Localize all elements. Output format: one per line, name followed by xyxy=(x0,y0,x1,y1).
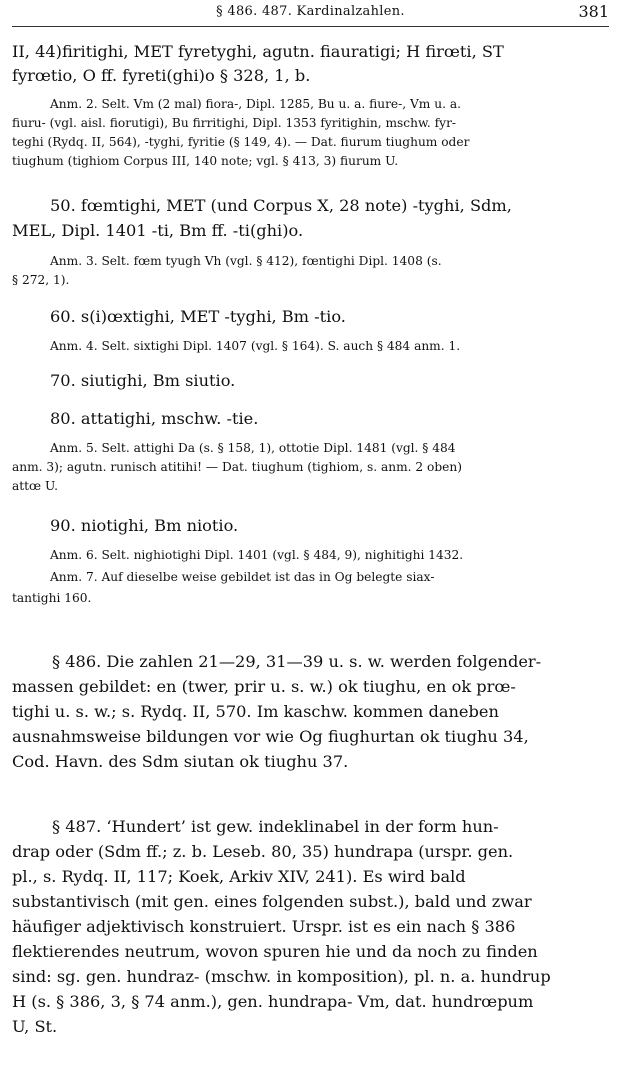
running-header xyxy=(12,4,609,24)
paragraph-line: pl., s. Rydq. II, 117; Koek, Arkiv XIV, 241). Es wird bald xyxy=(12,867,466,886)
paragraph-line: ausnahmsweise bildungen vor wie Og fiughurtan ok tiughu 34, xyxy=(12,727,529,746)
paragraph-line: drap oder (Sdm ff.; z. b. Leseb. 80, 35) hundrapa (urspr. gen. xyxy=(12,842,514,861)
paragraph-line: flektierendes neutrum, wovon spuren hie und da noch zu finden xyxy=(12,942,538,961)
paragraph-line: Cod. Havn. des Sdm siutan ok tiughu 37. xyxy=(12,752,349,771)
note-line: anm. 3); agutn. runisch atitihi! — Dat. tiughum (tighiom, s. anm. 2 oben) xyxy=(12,460,462,474)
note-line: tantighi 160. xyxy=(12,591,92,605)
text-line: 90. niotighi, Bm niotio. xyxy=(50,516,239,535)
note-line: Anm. 2. Selt. Vm (2 mal) fiora-, Dipl. 1285, Bu u. a. fiure-, Vm u. a. xyxy=(50,97,461,111)
note-line: Anm. 3. Selt. fœm tyugh Vh (vgl. § 412), fœntighi Dipl. 1408 (s. xyxy=(50,254,442,268)
text-line: MEL, Dipl. 1401 -ti, Bm ff. -ti(ghi)o. xyxy=(12,221,304,240)
note-line: Anm. 4. Selt. sixtighi Dipl. 1407 (vgl. § 164). S. auch § 484 anm. 1. xyxy=(50,339,461,353)
paragraph-line: sind: sg. gen. hundraz- (mschw. in komposition), pl. n. a. hundrup xyxy=(12,967,551,986)
paragraph-line: tighi u. s. w.; s. Rydq. II, 570. Im kaschw. kommen daneben xyxy=(12,702,499,721)
note-line: § 272, 1). xyxy=(12,273,70,287)
note-line: teghi (Rydq. II, 564), -tyghi, fyritie (§ 149, 4). — Dat. fiurum tiughum oder xyxy=(12,135,470,149)
note-line: Anm. 5. Selt. attighi Da (s. § 158, 1), ottotie Dipl. 1481 (vgl. § 484 xyxy=(50,441,456,455)
header-rule xyxy=(12,26,609,27)
paragraph-line: H (s. § 386, 3, § 74 anm.), gen. hundrapa- Vm, dat. hundrœpum xyxy=(12,992,534,1011)
text-line: 80. attatighi, mschw. -tie. xyxy=(50,409,259,428)
paragraph-line: § 486. Die zahlen 21—29, 31—39 u. s. w. werden folgender- xyxy=(52,652,542,671)
note-line: Anm. 7. Auf dieselbe weise gebildet ist das in Og belegte siax- xyxy=(50,570,435,584)
header-title: § 486. 487. Kardinalzahlen. xyxy=(216,4,405,19)
note-line: tiughum (tighiom Corpus III, 140 note; vgl. § 413, 3) fiurum U. xyxy=(12,154,399,168)
paragraph-line: häufiger adjektivisch konstruiert. Urspr. ist es ein nach § 386 xyxy=(12,917,516,936)
paragraph-line: U, St. xyxy=(12,1017,58,1036)
text-line: 50. fœmtighi, MET (und Corpus X, 28 note) -tyghi, Sdm, xyxy=(50,196,512,215)
page-number: 381 xyxy=(578,2,609,21)
note-line: fiuru- (vgl. aisl. fiorutigi), Bu firritighi, Dipl. 1353 fyritighin, mschw. fyr- xyxy=(12,116,457,130)
paragraph-line: massen gebildet: en (twer, prir u. s. w.) ok tiughu, en ok prœ- xyxy=(12,677,516,696)
note-line: attœ U. xyxy=(12,479,59,493)
text-line: 60. s(i)œxtighi, MET -tyghi, Bm -tio. xyxy=(50,307,346,326)
paragraph-line: § 487. ‘Hundert’ ist gew. indeklinabel in der form hun- xyxy=(52,817,499,836)
text-line: 70. siutighi, Bm siutio. xyxy=(50,371,236,390)
text-line: II, 44)firitighi, MET fyretyghi, agutn. fiauratigi; H firœti, ST xyxy=(12,42,504,61)
paragraph-line: substantivisch (mit gen. eines folgenden subst.), bald und zwar xyxy=(12,892,532,911)
text-line: fyrœtio, O ff. fyreti(ghi)o § 328, 1, b. xyxy=(12,66,311,85)
note-line: Anm. 6. Selt. nighiotighi Dipl. 1401 (vgl. § 484, 9), nighitighi 1432. xyxy=(50,548,464,562)
